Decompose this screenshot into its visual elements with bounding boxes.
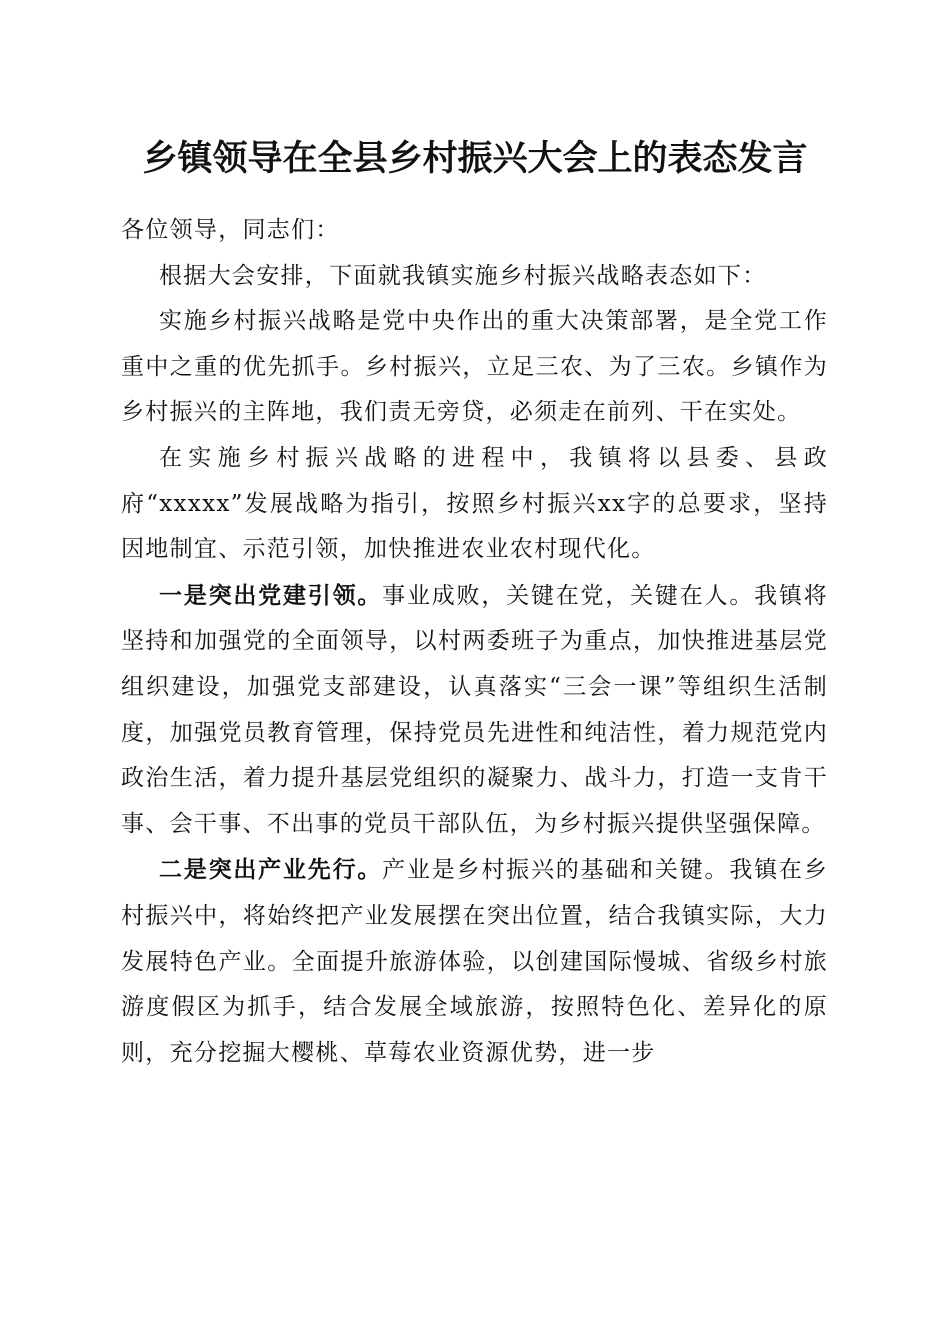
paragraph-text: 产业是乡村振兴的基础和关键。我镇在乡村振兴中，将始终把产业发展摆在突出位置，结合我镇实际，大力发展特色产业。全面提升旅游体验，以创建国际慢城、省级乡村旅游度假区为抓手，结合发展全域旅游，按照特色化、差异化的原则，充分挖掘大樱桃、草莓农业资源优势，进一步 <box>121 857 829 1066</box>
paragraph-intro <box>121 254 828 300</box>
paragraph-text: 实施乡村振兴战略是党中央作出的重大决策部署，是全党工作重中之重的优先抓手。乡村振兴，立足三农、为了三农。乡镇作为乡村振兴的主阵地，我们责无旁贷，必须走在前列、干在实处。 <box>121 308 828 426</box>
paragraph-text: 在实施乡村振兴战略的进程中，我镇将以县委、县政府“xxxxx”发展战略为指引，按照乡村振兴xx字的总要求，坚持因地制宜、示范引领，加快推进农业农村现代化。 <box>121 444 828 563</box>
salutation: 各位领导，同志们： <box>121 217 340 243</box>
paragraph-industry <box>121 847 828 1076</box>
paragraph-lead: 二是突出产业先行。 <box>159 856 383 884</box>
paragraph-guidance <box>121 436 828 573</box>
document-body <box>121 208 828 1076</box>
document-title: 乡镇领导在全县乡村振兴大会上的表态发言 <box>142 138 808 179</box>
paragraph-lead: 一是突出党建引领。 <box>159 581 383 609</box>
paragraph-strategy <box>121 299 828 436</box>
paragraph-party-building <box>121 573 828 848</box>
paragraph-text: 事业成败，关键在党，关键在人。我镇将坚持和加强党的全面领导，以村两委班子为重点，加快推进基层党组织建设，加强党支部建设，认真落实“三会一课”等组织生活制度，加强党员教育管理，保持党员先进性和纯洁性，着力规范党内政治生活，着力提升基层党组织的凝聚力、战斗力，打造一支肯干事、会干事、不出事的党员干部队伍，为乡村振兴提供坚强保障。 <box>121 582 829 837</box>
paragraph-text: 根据大会安排，下面就我镇实施乡村振兴战略表态如下： <box>159 262 767 289</box>
